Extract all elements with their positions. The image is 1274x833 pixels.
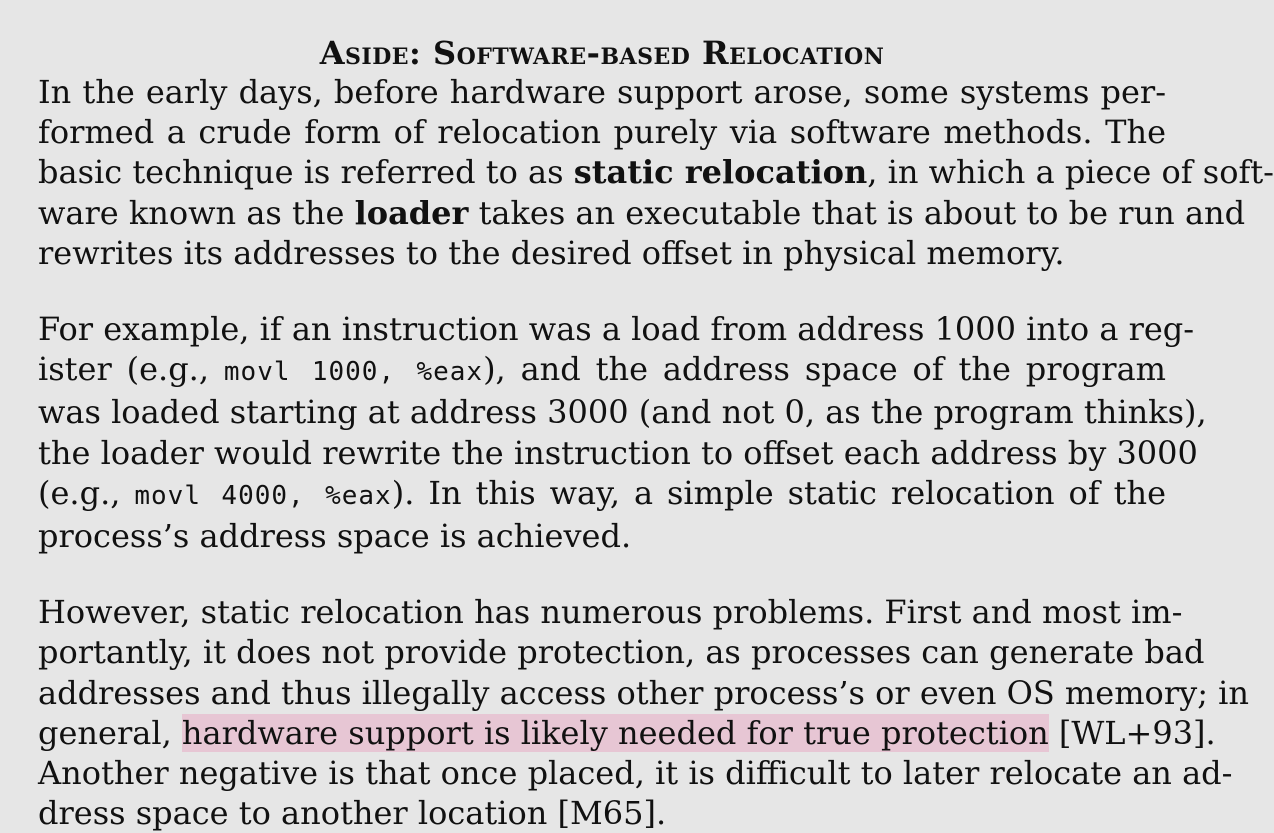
text-line: formed a crude form of relocation purely via software methods. The [38, 113, 1166, 152]
text-line: dress space to another location [M65]. [38, 794, 667, 833]
text-span: general, [38, 713, 182, 752]
text-span: ister (e.g., [38, 350, 224, 389]
term-loader: loader [354, 193, 469, 232]
paragraph-1 [38, 72, 1274, 273]
text-line [38, 152, 1274, 192]
highlighted-text: hardware support is likely needed for true protection [181, 713, 1049, 752]
aside-title: Aside: Software-based Relocation [319, 34, 885, 72]
citation: [WL+93]. [1048, 713, 1216, 752]
code-snippet: movl 4000, %eax [134, 480, 392, 511]
text-line: rewrites its addresses to the desired offset in physical memory. [38, 233, 1065, 272]
paragraph-2 [38, 309, 1207, 556]
text-span: (e.g., [38, 473, 135, 512]
text-line: In the early days, before hardware support arose, some systems per- [38, 73, 1166, 111]
text-line: the loader would rewrite the instruction to offset each address by 3000 [38, 433, 1198, 472]
text-span: takes an executable that is about to be run and [468, 193, 1246, 232]
text-span: , in which a piece of soft- [867, 153, 1274, 192]
text-line: However, static relocation has numerous problems. First and most im- [38, 593, 1183, 632]
text-span: ). In this way, a simple static relocation of the [391, 473, 1167, 512]
text-line: For example, if an instruction was a load from address 1000 into a reg- [38, 310, 1195, 349]
term-static-relocation: static relocation [573, 153, 868, 192]
text-line: was loaded starting at address 3000 (and not 0, as the program thinks), [38, 393, 1207, 432]
text-line [38, 349, 1166, 392]
code-snippet: movl 1000, %eax [223, 357, 484, 388]
paragraph-3 [38, 592, 1249, 833]
text-line [38, 473, 1166, 516]
text-span: ware known as the [38, 193, 355, 232]
text-line: addresses and thus illegally access other process’s or even OS memory; in [38, 673, 1249, 712]
text-span: basic technique is referred to as [38, 153, 574, 192]
text-line: portantly, it does not provide protection, as processes can generate bad [38, 633, 1205, 672]
text-line [38, 193, 1246, 233]
text-line: process’s address space is achieved. [38, 517, 632, 556]
text-span: ), and the address space of the program [483, 350, 1167, 389]
text-line [38, 713, 1216, 753]
text-line: Another negative is that once placed, it is difficult to later relocate an ad- [38, 754, 1233, 793]
